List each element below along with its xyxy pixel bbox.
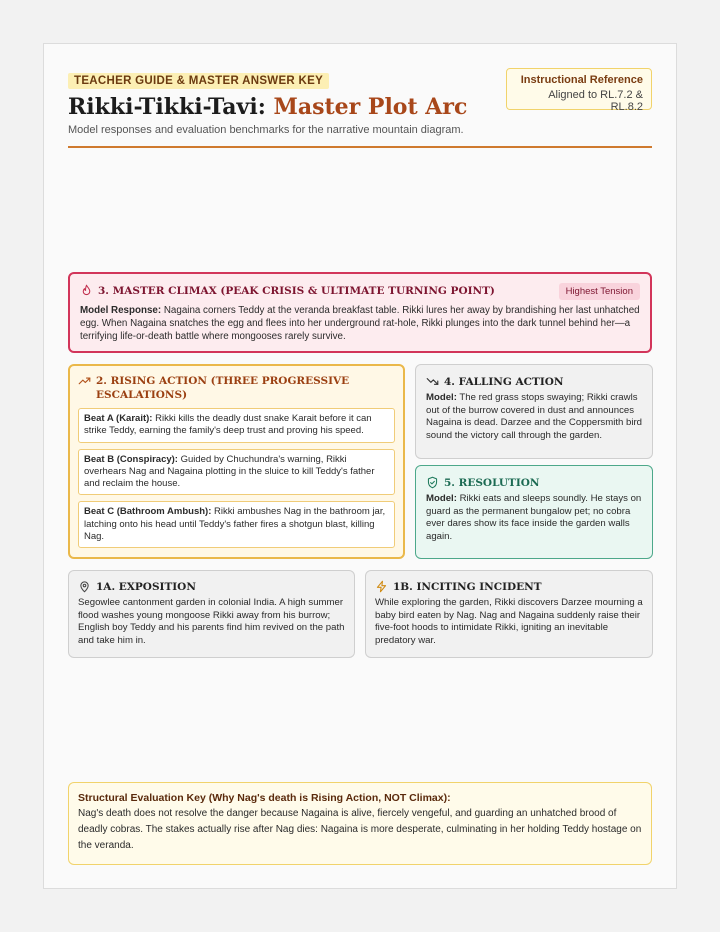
answer-key-page (43, 43, 677, 889)
lightning-icon (375, 580, 388, 593)
exposition-heading (78, 580, 345, 594)
evaluation-text: Nag's death does not resolve the danger because Nagaina is alive, fiercely vengeful, and guarding an unhatched brood of deadly cobras. The stakes actually rise after Nag dies: Nagaina is more desperate, culminating in her holding Teddy hostage on the veranda. (78, 808, 642, 851)
trending-up-icon (78, 374, 91, 387)
climax-response-text: Nagaina corners Teddy at the veranda breakfast table. Rikki lures her away by brandishing her last unhatched egg. When Nagaina snatches the egg and flees into her underground rat-hole, Rikki plunges into the dark tunnel behind her—a terrifying life-or-death battle where mongooses rarely survive. (80, 305, 640, 342)
tension-badge: Highest Tension (559, 283, 640, 300)
rising-heading-text: 2. RISING ACTION (THREE PROGRESSIVE ESCALATIONS) (96, 375, 350, 401)
resolution-heading-text: 5. RESOLUTION (444, 477, 540, 489)
exposition-card (68, 570, 355, 658)
rising-heading (78, 374, 395, 402)
inciting-heading-text: 1B. INCITING INCIDENT (393, 581, 542, 593)
evaluation-title: Structural Evaluation Key (Why Nag's death is Rising Action, NOT Climax): (78, 792, 451, 804)
beat-c-text-line (84, 506, 389, 543)
inciting-incident-card (365, 570, 653, 658)
climax-heading-text: 3. MASTER CLIMAX (PEAK CRISIS & ULTIMATE TURNING POINT) (98, 285, 495, 297)
climax-response-label: Model Response: (80, 305, 162, 316)
falling-action-card (415, 364, 653, 459)
reference-box (506, 68, 652, 113)
exposition-text: Segowlee cantonment garden in colonial India. A high summer flood washes young mongoose Rikki away from his burrow; English boy Teddy and his parents find him revived on the path and take him in. (78, 597, 345, 646)
falling-model-text: The red grass stops swaying; Rikki crawls out of the burrow covered in dust and announces Nagaina is dead. Darzee and the Coppersmith bird sound the victory call through the garden. (426, 392, 642, 441)
beat-a-text: Rikki kills the deadly dust snake Karait before it can strike Teddy, earning the family's deep trust and proving his speed. (84, 413, 372, 437)
falling-heading-text: 4. FALLING ACTION (444, 376, 564, 388)
beat-a-label: Beat A (Karait): (84, 413, 153, 424)
flame-icon (80, 284, 93, 297)
resolution-model-label: Model: (426, 493, 457, 504)
beat-b-text: Guided by Chuchundra's warning, Rikki overhears Nag and Nagaina plotting in the sluice to kill Teddy's father and reclaim the house. (84, 453, 375, 490)
beat-a-text-line (84, 413, 389, 438)
trending-down-icon (426, 375, 439, 388)
beat-c-text: Rikki ambushes Nag in the bathroom jar, latching onto his head until Teddy's father fires a shotgun blast, killing Nag. (84, 506, 386, 543)
page-subtitle: Model responses and evaluation benchmarks for the narrative mountain diagram. (68, 124, 464, 136)
resolution-heading (426, 476, 642, 490)
beat-b-text-line (84, 454, 389, 491)
resolution-card (415, 465, 653, 559)
resolution-model (426, 493, 642, 543)
exposition-heading-text: 1A. EXPOSITION (96, 581, 196, 593)
beat-b-label: Beat B (Conspiracy): (84, 453, 178, 465)
falling-model-label: Model: (426, 392, 457, 403)
rising-action-card (68, 364, 405, 559)
reference-title: Instructional Reference (520, 74, 643, 86)
inciting-text: While exploring the garden, Rikki discovers Darzee mourning a baby bird eaten by Nag. Nag and Nagaina suddenly raise their five-foot hoods to intimidate Rikki, igniting an inevitable predatory war. (375, 597, 643, 646)
beat-c-label: Beat C (Bathroom Ambush): (84, 506, 212, 518)
inciting-heading (375, 580, 643, 594)
shield-check-icon (426, 476, 439, 489)
falling-heading (426, 375, 642, 389)
resolution-model-text: Rikki eats and sleeps soundly. He stays on guard as the permanent bungalow pet; no cobra ever dares show its face inside the garden walls again. (426, 493, 642, 542)
title-accent: Master Plot Arc (273, 94, 468, 120)
beat-card-c (78, 501, 395, 548)
beat-card-a (78, 408, 395, 443)
map-pin-icon (78, 580, 91, 593)
title-main: Rikki-Tikki-Tavi: (68, 94, 266, 120)
climax-response (80, 304, 640, 343)
evaluation-key-card (68, 782, 652, 865)
beat-card-b (78, 449, 395, 496)
guide-label: TEACHER GUIDE & MASTER ANSWER KEY (68, 73, 329, 89)
page-title (68, 94, 467, 120)
header-divider (68, 146, 652, 148)
climax-heading (80, 284, 640, 298)
reference-standards: Aligned to RL.7.2 & RL.8.2 (548, 89, 643, 113)
falling-model (426, 392, 642, 442)
climax-card (68, 272, 652, 353)
